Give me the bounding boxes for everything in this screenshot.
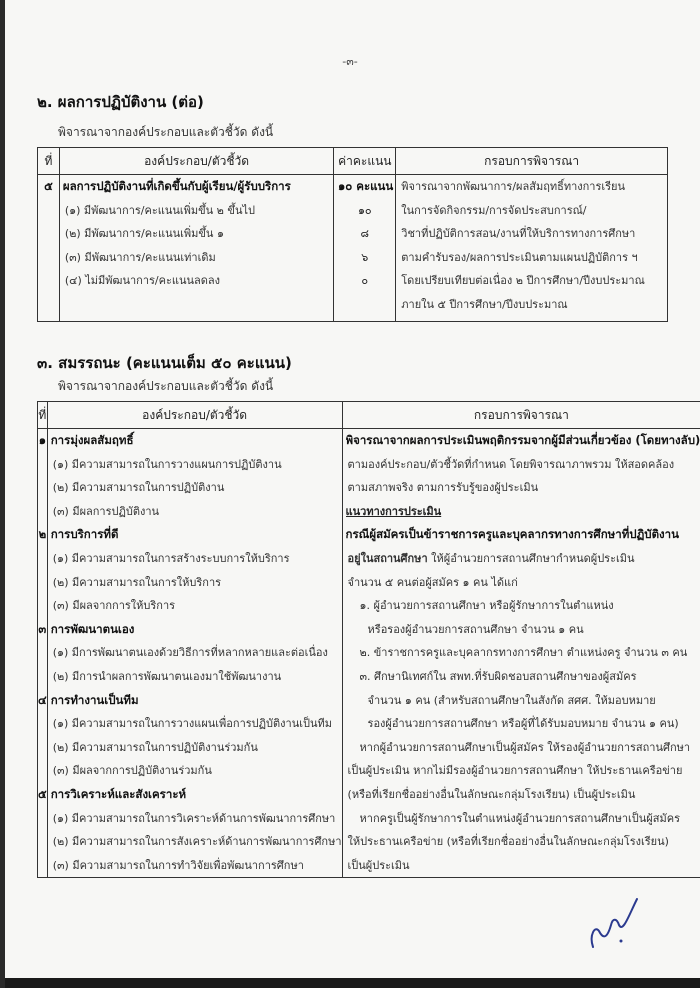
- criteria-bold-part: อยู่ในสถานศึกษา: [347, 551, 428, 565]
- competency-number: ๔: [38, 692, 47, 707]
- criteria-column: [342, 429, 700, 878]
- header-no: ที่: [38, 402, 48, 429]
- criteria-line: หากครูเป็นผู้รักษาการในตำแหน่งผู้อำนวยการสถานศึกษาเป็นผู้สมัคร: [359, 811, 680, 825]
- indicator-item: (๒) มีความสามารถในการปฏิบัติงาน: [52, 481, 225, 495]
- competency-heading: การทำงานเป็นทีม: [50, 692, 139, 707]
- component-cell: [59, 175, 333, 322]
- evaluator-item-cont: หรือรองผู้อำนวยการสถานศึกษา จำนวน ๑ คน: [367, 622, 584, 636]
- indicator-item: (๔) ไม่มีพัฒนาการ/คะแนนลดลง: [64, 274, 221, 288]
- section2-subtitle: พิจารณาจากองค์ประกอบและตัวชี้วัด ดังนี้: [58, 125, 274, 139]
- criteria-line: ให้ประธานเครือข่าย (หรือที่เรียกชื่ออย่างอื่นในลักษณะกลุ่มโรงเรียน): [347, 835, 669, 849]
- indicator-item: (๑) มีความสามารถในการสร้างระบบการให้บริการ: [52, 551, 290, 565]
- indicator-item: (๑) มีพัฒนาการ/คะแนนเพิ่มขึ้น ๒ ขึ้นไป: [64, 203, 255, 217]
- number-column: [38, 429, 48, 878]
- component-column: [47, 429, 342, 878]
- criteria-line: (หรือที่เรียกชื่ออย่างอื่นในลักษณะกลุ่มโรงเรียน) เป็นผู้ประเมิน: [347, 787, 636, 801]
- header-score: ค่าคะแนน: [334, 148, 396, 175]
- criteria-line: ตามคำรับรอง/ผลการประเมินตามแผนปฏิบัติการ ฯ: [401, 250, 638, 264]
- signature-mark: [585, 895, 645, 955]
- competency-number: ๑: [38, 433, 47, 447]
- criteria-line: พิจารณาจากผลการประเมินพฤติกรรมจากผู้มีส่วนเกี่ยวข้อง (โดยทางลับ): [345, 433, 700, 447]
- section3-subtitle: พิจารณาจากองค์ประกอบและตัวชี้วัด ดังนี้: [58, 379, 274, 393]
- indicator-item: (๓) มีพัฒนาการ/คะแนนเท่าเดิม: [64, 250, 216, 264]
- competency-number: ๕: [38, 786, 47, 801]
- indicator-item: (๓) มีความสามารถในการทำวิจัยเพื่อพัฒนาการศึกษา: [52, 858, 304, 872]
- competency-number: ๒: [38, 527, 47, 542]
- evaluator-item: ๓. ศึกษานิเทศก์ใน สพท.ที่รับผิดชอบสถานศึกษาของผู้สมัคร: [359, 669, 637, 683]
- table-header-row: [38, 148, 668, 175]
- table-row: [38, 175, 668, 322]
- criteria-line: โดยเปรียบเทียบต่อเนื่อง ๒ ปีการศึกษา/ปีงบประมาณ: [401, 274, 645, 288]
- criteria-line: ตามสภาพจริง ตามการรับรู้ของผู้ประเมิน: [347, 481, 539, 495]
- indicator-item: (๑) มีความสามารถในการวางแผนการปฏิบัติงาน: [52, 457, 282, 471]
- total-score: ๑๐ คะแนน: [337, 179, 394, 193]
- section2-title: ๒. ผลการปฏิบัติงาน (ต่อ): [37, 93, 204, 111]
- score-value: ๖: [361, 250, 369, 264]
- indicator-item: (๓) มีผลการปฏิบัติงาน: [52, 504, 160, 518]
- header-component: องค์ประกอบ/ตัวชี้วัด: [59, 148, 333, 175]
- competency-heading: การบริการที่ดี: [50, 527, 119, 542]
- criteria-line: กรณีผู้สมัครเป็นข้าราชการครูและบุคลากรทางการศึกษาที่ปฏิบัติงาน: [345, 527, 679, 542]
- competency-table: [37, 401, 700, 878]
- row-number: ๕: [44, 179, 53, 193]
- indicator-item: (๓) มีผลจากการปฏิบัติงานร่วมกัน: [52, 764, 212, 778]
- indicator-item: (๑) มีความสามารถในการวางแผนเพื่อการปฏิบัติงานเป็นทีม: [52, 717, 332, 731]
- criteria-line: เป็นผู้ประเมิน: [347, 858, 410, 872]
- page-number: -๓-: [342, 55, 358, 68]
- criteria-line: ตามองค์ประกอบ/ตัวชี้วัดที่กำหนด โดยพิจารณาภาพรวม ให้สอดคล้อง: [347, 457, 675, 471]
- guideline-heading: แนวทางการประเมิน: [345, 504, 442, 518]
- indicator-item: (๒) มีความสามารถในการให้บริการ: [52, 575, 222, 589]
- competency-heading: การวิเคราะห์และสังเคราะห์: [50, 786, 187, 801]
- performance-table: [37, 147, 668, 322]
- criteria-line: ภายใน ๕ ปีการศึกษา/ปีงบประมาณ: [401, 297, 568, 311]
- evaluator-item: ๒. ข้าราชการครูและบุคลากรทางการศึกษา ตำแหน่งครู จำนวน ๓ คน: [359, 646, 688, 660]
- score-value: ๘: [360, 227, 370, 241]
- row-number-cell: [38, 175, 60, 322]
- criteria-line: จำนวน ๕ คนต่อผู้สมัคร ๑ คน ได้แก่: [347, 575, 518, 589]
- indicator-item: (๒) มีความสามารถในการปฏิบัติงานร่วมกัน: [52, 740, 258, 754]
- table-row: [38, 429, 700, 878]
- indicator-item: (๓) มีผลจากการให้บริการ: [52, 599, 176, 613]
- scan-edge: [0, 0, 5, 988]
- criteria-rest: ให้ผู้อำนวยการสถานศึกษากำหนดผู้ประเมิน: [427, 551, 635, 565]
- indicator-item: (๑) มีความสามารถในการวิเคราะห์ด้านการพัฒนาการศึกษา: [52, 811, 336, 825]
- criteria-cell: [396, 175, 668, 322]
- section3-title: ๓. สมรรถนะ (คะแนนเต็ม ๕๐ คะแนน): [37, 354, 292, 372]
- indicator-item: (๒) มีพัฒนาการ/คะแนนเพิ่มขึ้น ๑: [64, 227, 224, 241]
- criteria-line: [346, 547, 700, 571]
- header-no: ที่: [38, 148, 60, 175]
- score-value: ๑๐: [357, 203, 372, 217]
- header-component: องค์ประกอบ/ตัวชี้วัด: [47, 402, 342, 429]
- criteria-line: ในการจัดกิจกรรม/การจัดประสบการณ์/: [401, 203, 587, 217]
- table-header-row: [38, 402, 700, 429]
- indicator-item: (๒) มีความสามารถในการสังเคราะห์ด้านการพัฒนาการศึกษา: [52, 835, 342, 849]
- header-criteria: กรอบการพิจารณา: [342, 402, 700, 429]
- header-criteria: กรอบการพิจารณา: [396, 148, 668, 175]
- evaluator-item-cont: จำนวน ๑ คน (สำหรับสถานศึกษาในสังกัด สศศ. ให้มอบหมาย: [367, 693, 656, 707]
- evaluator-item-cont: รองผู้อำนวยการสถานศึกษา หรือผู้ที่ได้รับมอบหมาย จำนวน ๑ คน): [367, 717, 679, 731]
- competency-heading: การพัฒนาตนเอง: [50, 621, 135, 636]
- criteria-line: วิชาที่ปฏิบัติการสอน/งานที่ให้บริการทางการศึกษา: [401, 227, 636, 241]
- criteria-line: หากผู้อำนวยการสถานศึกษาเป็นผู้สมัคร ให้รองผู้อำนวยการสถานศึกษา: [359, 740, 691, 754]
- criteria-line: พิจารณาจากพัฒนาการ/ผลสัมฤทธิ์ทางการเรียน: [401, 180, 625, 193]
- criteria-line: เป็นผู้ประเมิน หากไม่มีรองผู้อำนวยการสถานศึกษา ให้ประธานเครือข่าย: [347, 764, 683, 778]
- component-heading: ผลการปฏิบัติงานที่เกิดขึ้นกับผู้เรียน/ผู้รับบริการ: [62, 179, 291, 193]
- score-value: ๐: [361, 274, 369, 288]
- competency-heading: การมุ่งผลสัมฤทธิ์: [50, 433, 134, 447]
- evaluator-item: ๑. ผู้อำนวยการสถานศึกษา หรือผู้รักษาการในตำแหน่ง: [359, 599, 614, 613]
- competency-number: ๓: [38, 621, 47, 636]
- indicator-item: (๑) มีการพัฒนาตนเองด้วยวิธีการที่หลากหลายและต่อเนื่อง: [52, 646, 328, 660]
- indicator-item: (๒) มีการนำผลการพัฒนาตนเองมาใช้พัฒนางาน: [52, 669, 282, 683]
- score-cell: [334, 175, 396, 322]
